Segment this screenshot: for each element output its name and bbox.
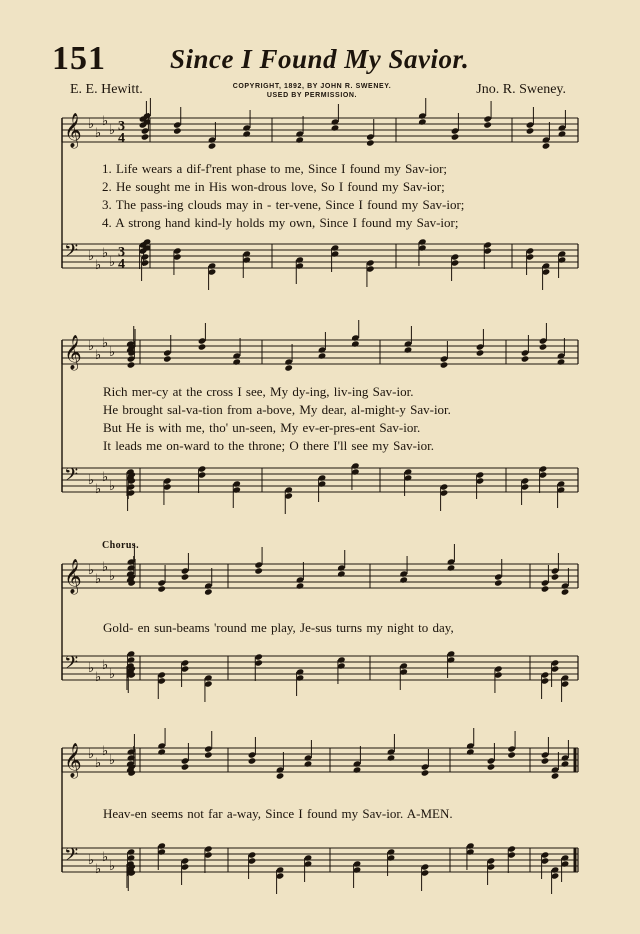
note-head xyxy=(163,355,172,362)
flat-icon: ♭ xyxy=(88,853,95,868)
note-head xyxy=(539,343,548,350)
note-head xyxy=(304,760,313,767)
bass-clef-icon: 𝄢 xyxy=(64,241,79,266)
flat-icon: ♭ xyxy=(102,560,109,575)
note-head xyxy=(541,585,550,592)
note-head xyxy=(557,358,566,365)
note-head xyxy=(561,588,570,595)
note-head xyxy=(318,352,327,359)
time-signature-bottom: 4 xyxy=(118,131,125,146)
verse-4-line-a: 4. A strong hand kind-ly holds my own, Since I found my Sav-ior; xyxy=(102,215,459,230)
flat-icon: ♭ xyxy=(109,753,116,768)
time-signature-bottom: 4 xyxy=(118,257,125,272)
note-head xyxy=(551,573,560,580)
flat-icon: ♭ xyxy=(109,123,116,138)
note-head xyxy=(558,130,567,137)
note-head xyxy=(487,763,496,770)
flat-icon: ♭ xyxy=(95,756,102,771)
flat-icon: ♭ xyxy=(95,258,102,273)
flat-icon: ♭ xyxy=(88,747,95,762)
treble-clef-icon: 𝄞 xyxy=(64,559,82,594)
note-head xyxy=(173,127,182,134)
treble-clef-icon: 𝄞 xyxy=(64,113,82,148)
treble-clef-icon: 𝄞 xyxy=(64,743,82,778)
flat-icon: ♭ xyxy=(109,345,116,360)
note-head xyxy=(331,124,340,131)
flat-icon: ♭ xyxy=(102,336,109,351)
note-head xyxy=(551,772,560,779)
flat-icon: ♭ xyxy=(95,482,102,497)
hymn-number: 151 xyxy=(52,40,106,77)
flat-icon: ♭ xyxy=(102,658,109,673)
verse-3-line-b: But He is with me, tho' un-seen, My ev-er-pres-ent Sav-ior. xyxy=(103,420,421,435)
note-head xyxy=(404,346,413,353)
note-head xyxy=(351,340,360,347)
flat-icon: ♭ xyxy=(88,563,95,578)
note-head xyxy=(198,343,207,350)
time-signature-top: 3 xyxy=(118,119,125,134)
bass-clef-icon: 𝄢 xyxy=(64,465,79,490)
flat-icon: ♭ xyxy=(102,114,109,129)
note-head xyxy=(181,573,190,580)
verse-3-line-a: 3. The pass-ing clouds may in - ter-vene, Since I found my Sav-ior; xyxy=(102,197,465,212)
note-head xyxy=(466,748,475,755)
note-head xyxy=(181,763,190,770)
flat-icon: ♭ xyxy=(102,850,109,865)
time-signature-top: 3 xyxy=(118,245,125,260)
note-head xyxy=(295,136,304,143)
bass-clef-icon: 𝄢 xyxy=(64,845,79,870)
copyright-line-1: COPYRIGHT, 1892, BY JOHN R. SWENEY. xyxy=(232,83,392,90)
note-head xyxy=(242,130,251,137)
note-head xyxy=(157,585,166,592)
verse-1-line-a: 1. Life wears a dif-f'rent phase to me, Since I found my Sav-ior; xyxy=(102,161,448,176)
flat-icon: ♭ xyxy=(95,670,102,685)
note-head xyxy=(447,564,456,571)
note-head xyxy=(366,139,375,146)
note-head xyxy=(353,766,362,773)
note-head xyxy=(507,751,516,758)
note-head xyxy=(232,358,241,365)
flat-icon: ♭ xyxy=(95,348,102,363)
flat-icon: ♭ xyxy=(88,249,95,264)
verse-2-line-a: 2. He sought me in His won-drous love, So I found my Sav-ior; xyxy=(102,179,445,194)
flat-icon: ♭ xyxy=(109,667,116,682)
note-head xyxy=(421,769,430,776)
note-head xyxy=(208,142,217,149)
note-head xyxy=(204,751,213,758)
treble-clef-icon: 𝄞 xyxy=(64,335,82,370)
verse-1-line-b: Rich mer-cy at the cross I see, My dy-ing, liv-ing Sav-ior. xyxy=(103,384,414,399)
note-head xyxy=(399,576,408,583)
note-head xyxy=(254,567,263,574)
flat-icon: ♭ xyxy=(95,572,102,587)
flat-icon: ♭ xyxy=(102,246,109,261)
note-head xyxy=(451,133,460,140)
note-head xyxy=(204,588,213,595)
verse-2-line-b: He brought sal-va-tion from a-bove, My dear, al-might-y Sav-ior. xyxy=(103,402,451,417)
flat-icon: ♭ xyxy=(95,862,102,877)
copyright-line-2: USED BY PERMISSION. xyxy=(266,92,358,99)
flat-icon: ♭ xyxy=(88,117,95,132)
composer-credit: Jno. R. Sweney. xyxy=(476,82,566,97)
note-head xyxy=(541,757,550,764)
note-head xyxy=(521,355,530,362)
flat-icon: ♭ xyxy=(88,661,95,676)
note-head xyxy=(494,579,503,586)
note-head xyxy=(542,142,551,149)
note-head xyxy=(296,582,305,589)
chorus-lyric-line-2: Heav-en seems not far a-way, Since I found my Sav-ior. A-MEN. xyxy=(103,806,453,821)
verse-4-line-b: It leads me on-ward to the throne; O there I'll see my Sav-ior. xyxy=(103,438,434,453)
note-head xyxy=(337,570,346,577)
note-head xyxy=(248,757,257,764)
note-head xyxy=(526,127,535,134)
flat-icon: ♭ xyxy=(109,255,116,270)
author-credit: E. E. Hewitt. xyxy=(70,82,143,97)
flat-icon: ♭ xyxy=(109,479,116,494)
bass-clef-icon: 𝄢 xyxy=(64,653,79,678)
note-head xyxy=(141,133,150,140)
note-head xyxy=(284,364,293,371)
chorus-label: Chorus. xyxy=(102,540,139,551)
hymn-title: Since I Found My Savior. xyxy=(170,44,470,74)
flat-icon: ♭ xyxy=(88,339,95,354)
note-head xyxy=(127,361,136,368)
note-head xyxy=(440,361,449,368)
chorus-lyric-line-1: Gold- en sun-beams 'round me play, Je-sus turns my night to day, xyxy=(103,620,454,635)
flat-icon: ♭ xyxy=(109,859,116,874)
note-head xyxy=(387,754,396,761)
flat-icon: ♭ xyxy=(88,473,95,488)
note-head xyxy=(418,118,427,125)
note-head xyxy=(276,772,285,779)
note-head xyxy=(157,748,166,755)
flat-icon: ♭ xyxy=(102,744,109,759)
note-head xyxy=(476,349,485,356)
note-head xyxy=(483,121,492,128)
flat-icon: ♭ xyxy=(102,470,109,485)
flat-icon: ♭ xyxy=(109,569,116,584)
flat-icon: ♭ xyxy=(95,126,102,141)
note-head xyxy=(561,760,570,767)
